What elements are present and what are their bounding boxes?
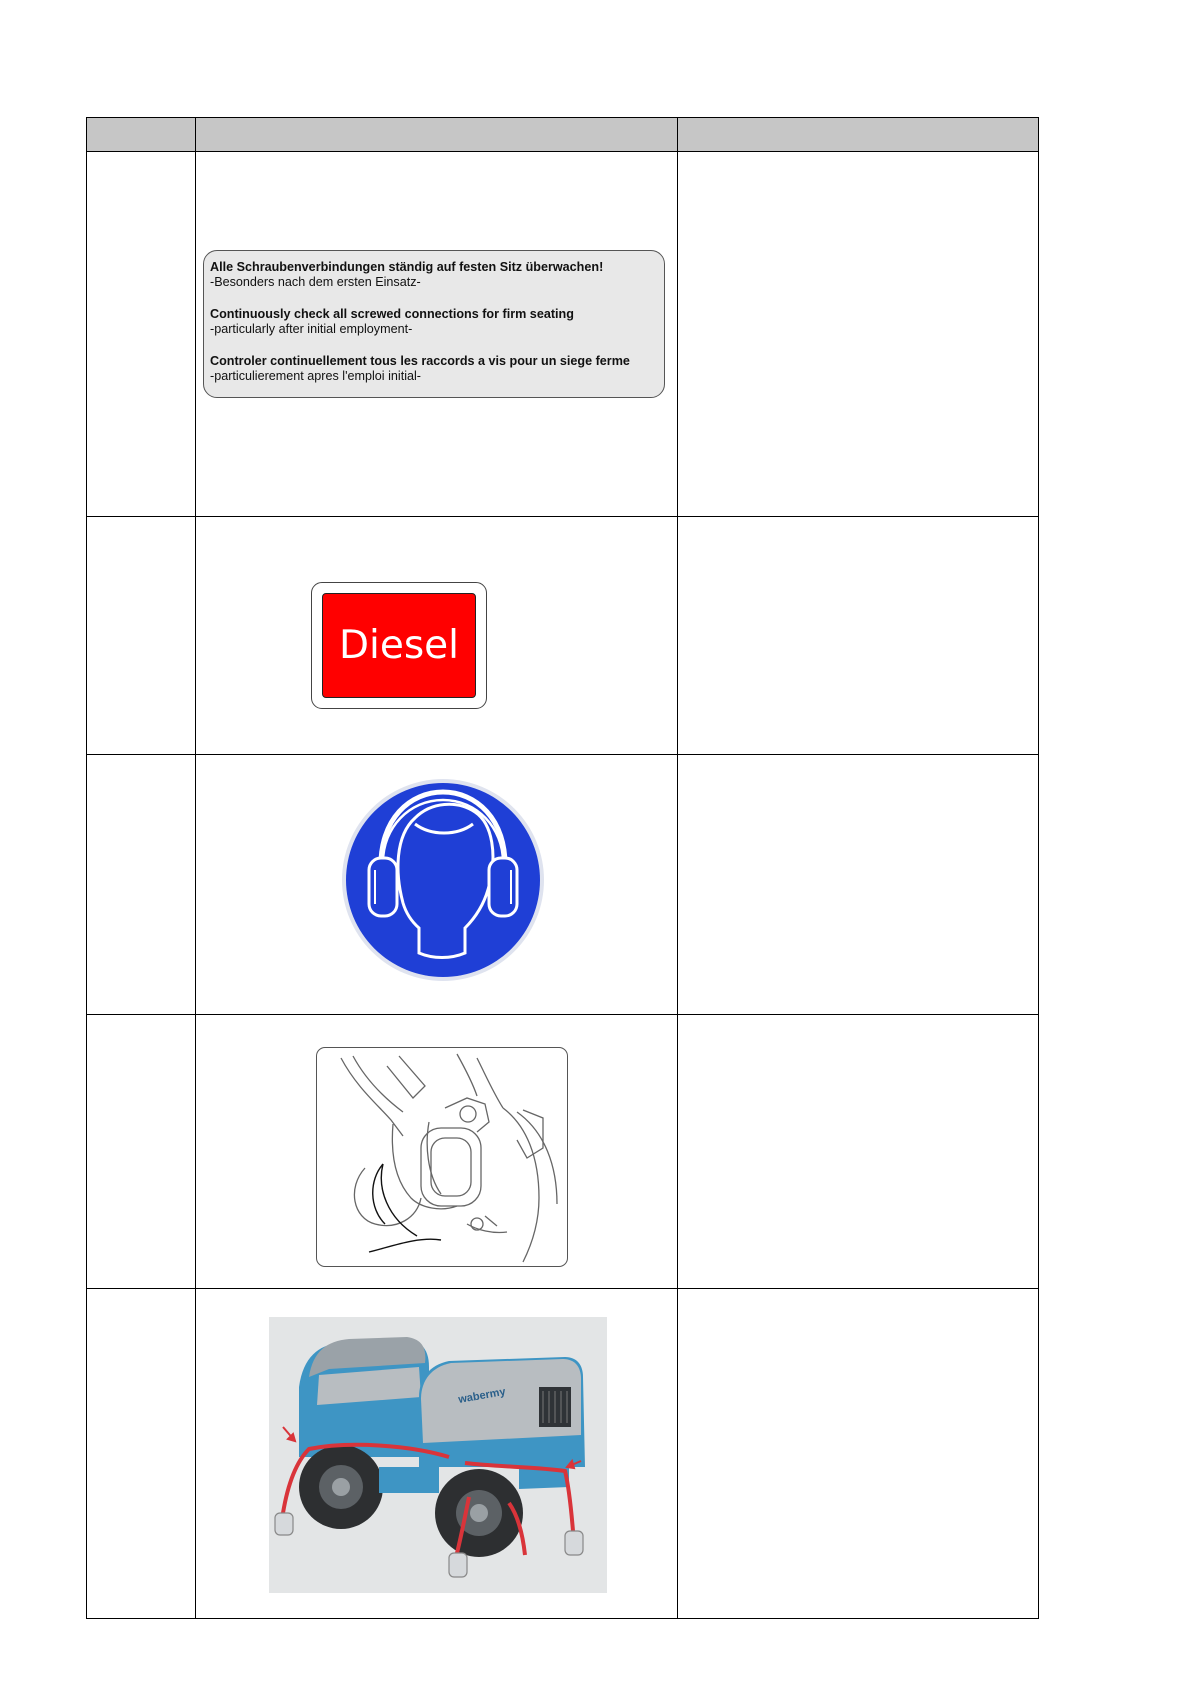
notice-french-subtitle: -particulierement apres l'emploi initial- bbox=[210, 369, 421, 383]
description-cell bbox=[678, 1015, 1038, 1288]
table-header-row bbox=[87, 118, 1038, 151]
row-number-cell bbox=[87, 755, 196, 1014]
description-cell bbox=[678, 755, 1038, 1014]
header-cell-2 bbox=[196, 118, 678, 151]
notice-german-subtitle: -Besonders nach dem ersten Einsatz- bbox=[210, 275, 421, 289]
screw-check-sticker bbox=[203, 250, 665, 398]
label-table bbox=[86, 117, 1039, 1619]
notice-english-title: Continuously check all screwed connections for firm seating bbox=[210, 307, 574, 321]
image-cell bbox=[196, 1015, 678, 1288]
description-cell bbox=[678, 152, 1038, 516]
diesel-sticker bbox=[311, 582, 487, 709]
image-cell bbox=[196, 152, 678, 516]
machine-brand-text: wabermy bbox=[457, 1385, 507, 1406]
table-row bbox=[87, 151, 1038, 516]
notice-french-title: Controler continuellement tous les raccords a vis pour un siege ferme bbox=[210, 354, 630, 368]
row-number-cell bbox=[87, 1289, 196, 1618]
description-cell bbox=[678, 517, 1038, 754]
image-cell bbox=[196, 1289, 678, 1618]
notice-german-title: Alle Schraubenverbindungen ständig auf festen Sitz überwachen! bbox=[210, 260, 604, 274]
machine-lashing-photo bbox=[269, 1317, 607, 1593]
image-cell bbox=[196, 755, 678, 1014]
table-row bbox=[87, 1288, 1038, 1618]
row-number-cell bbox=[87, 517, 196, 754]
ear-protection-icon bbox=[341, 778, 545, 982]
table-row bbox=[87, 754, 1038, 1014]
diesel-label: Diesel bbox=[322, 593, 476, 698]
table-row bbox=[87, 516, 1038, 754]
notice-english-subtitle: -particularly after initial employment- bbox=[210, 322, 413, 336]
table-row bbox=[87, 1014, 1038, 1288]
row-number-cell bbox=[87, 1015, 196, 1288]
header-cell-3 bbox=[678, 118, 1038, 151]
lifting-point-illustration bbox=[317, 1048, 568, 1267]
lifting-eye-drawing bbox=[316, 1047, 568, 1267]
image-cell bbox=[196, 517, 678, 754]
row-number-cell bbox=[87, 152, 196, 516]
description-cell bbox=[678, 1289, 1038, 1618]
header-cell-1 bbox=[87, 118, 196, 151]
